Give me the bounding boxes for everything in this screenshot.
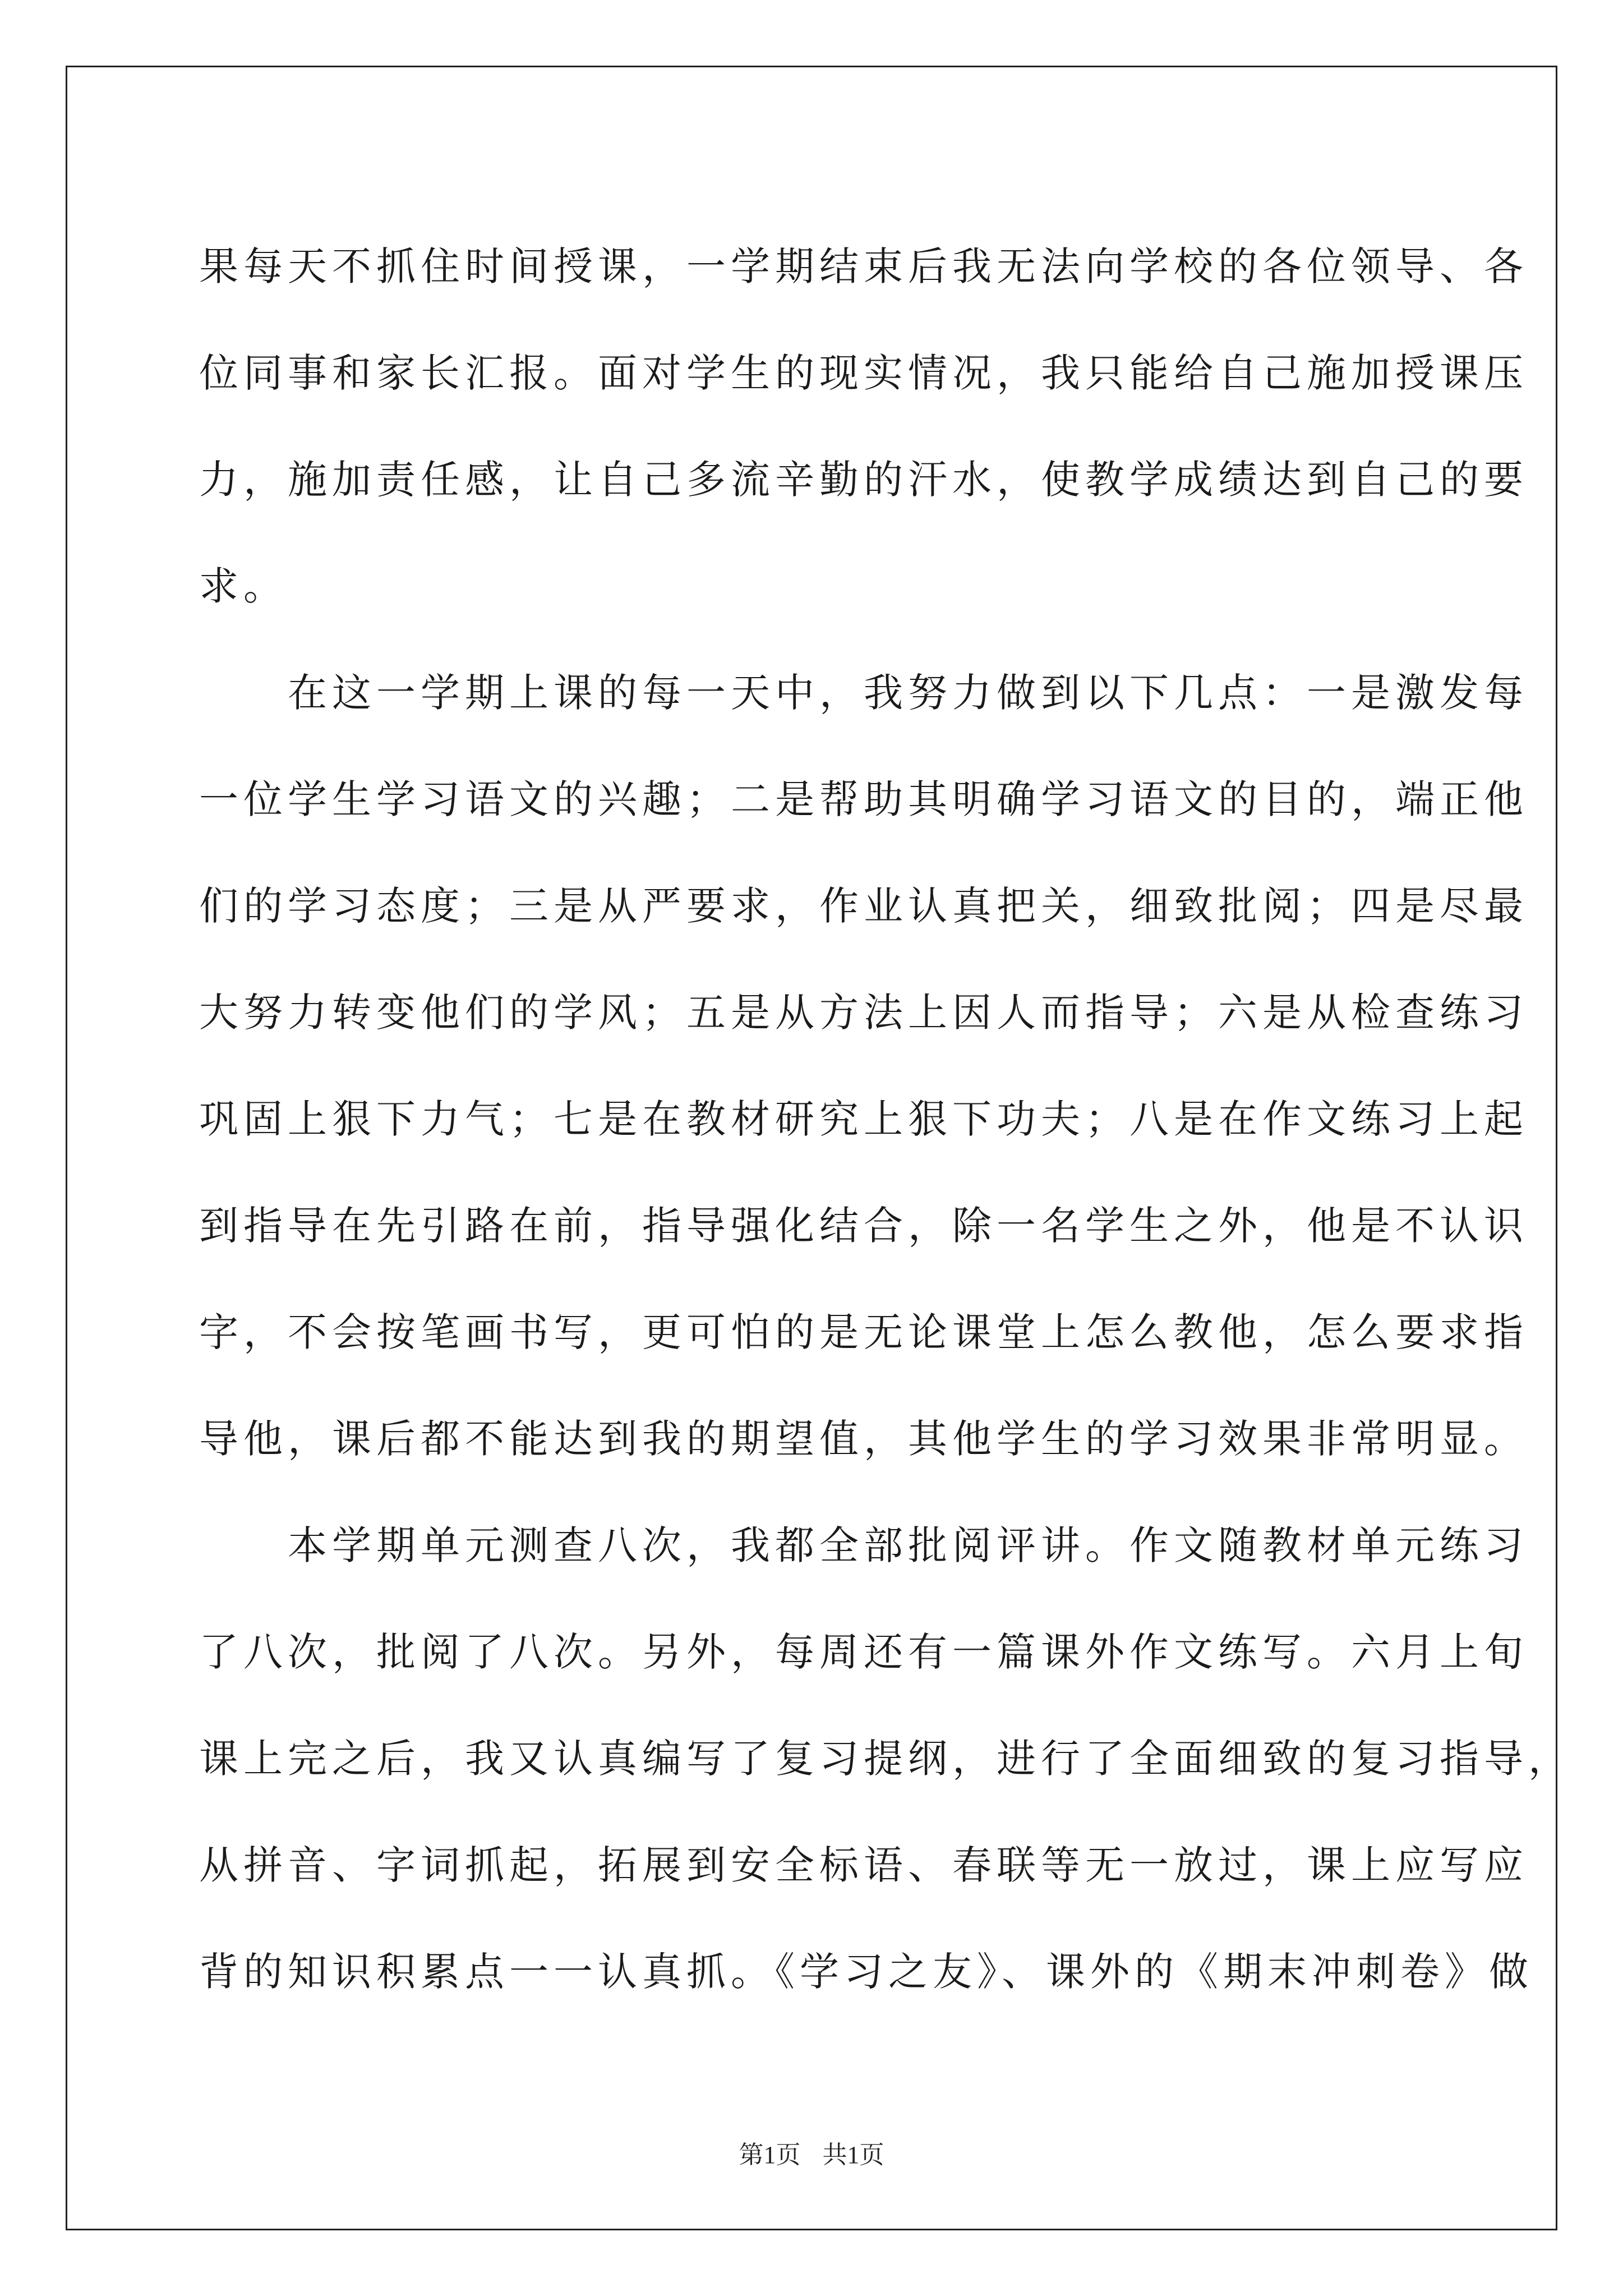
- text-line: 力，施加责任感，让自己多流辛勤的汗水，使教学成绩达到自己的要: [199, 457, 1528, 503]
- text-line: 在这一学期上课的每一天中，我努力做到以下几点：一是激发每: [199, 670, 1528, 716]
- text-line: 巩固上狠下力气；七是在教材研究上狠下功夫；八是在作文练习上起: [199, 1096, 1528, 1142]
- text-line: 字，不会按笔画书写，更可怕的是无论课堂上怎么教他，怎么要求指: [199, 1309, 1528, 1355]
- page-number: 第1页: [739, 2141, 801, 2169]
- page-footer: [0, 2134, 1623, 2170]
- text-line: 导他，课后都不能达到我的期望值，其他学生的学习效果非常明显。: [199, 1416, 1528, 1462]
- text-line: 了八次，批阅了八次。另外，每周还有一篇课外作文练写。六月上旬: [199, 1629, 1528, 1675]
- text-line: 课上完之后，我又认真编写了复习提纲，进行了全面细致的复习指导，: [199, 1736, 1573, 1782]
- text-line: 位同事和家长汇报。面对学生的现实情况，我只能给自己施加授课压: [199, 350, 1528, 396]
- text-line: 一位学生学习语文的兴趣；二是帮助其明确学习语文的目的，端正他: [199, 776, 1528, 822]
- text-line: 从拼音、字词抓起，拓展到安全标语、春联等无一放过，课上应写应: [199, 1842, 1528, 1888]
- page-total: 共1页: [822, 2141, 884, 2169]
- text-line: 求。: [199, 563, 288, 609]
- text-line: 大努力转变他们的学风；五是从方法上因人而指导；六是从检查练习: [199, 990, 1528, 1036]
- text-line: 到指导在先引路在前，指导强化结合，除一名学生之外，他是不认识: [199, 1203, 1528, 1249]
- text-line: 们的学习态度；三是从严要求，作业认真把关，细致批阅；四是尽最: [199, 883, 1528, 929]
- text-line: 本学期单元测查八次，我都全部批阅评讲。作文随教材单元练习: [199, 1522, 1528, 1568]
- text-line: 果每天不抓住时间授课，一学期结束后我无法向学校的各位领导、各: [199, 243, 1528, 289]
- text-line: 背的知识积累点一一认真抓。《学习之友》、课外的《期末冲刺卷》做: [199, 1949, 1533, 1995]
- document-body: [199, 213, 1573, 2025]
